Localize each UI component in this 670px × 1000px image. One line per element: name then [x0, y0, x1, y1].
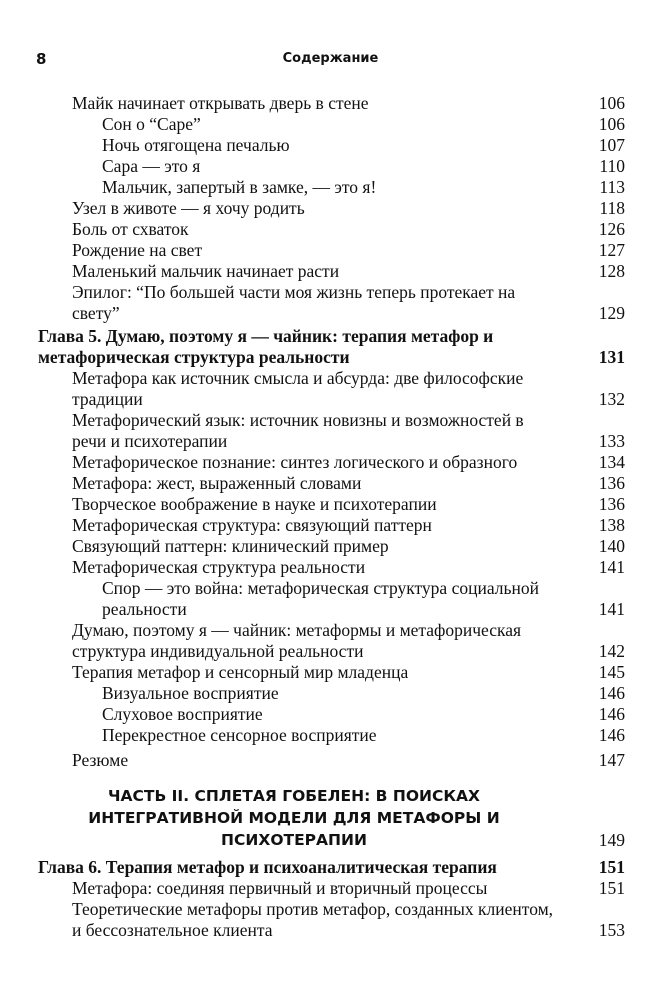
toc-entry-page: 136	[598, 494, 625, 514]
toc-entry-title: Маленький мальчик начинает расти	[72, 261, 340, 281]
toc-entry	[0, 114, 670, 135]
toc-entry	[0, 494, 670, 515]
toc-entry-title: Майк начинает открывать дверь в стене	[72, 93, 369, 113]
toc-entry	[0, 452, 670, 473]
toc-entry-title: Метафорическая структура реальности	[72, 557, 366, 577]
toc-entry-title: Спор — это война: метафорическая структура социальной реальности	[102, 578, 539, 619]
toc-entry-title: Перекрестное сенсорное восприятие	[102, 725, 377, 745]
toc-chapter-page: 151	[598, 857, 625, 877]
toc-entry-title: Метафора как источник смысла и абсурда: две философские традиции	[72, 368, 524, 409]
toc-chapter	[0, 857, 670, 878]
table-of-contents	[0, 93, 670, 941]
toc-entry	[0, 156, 670, 177]
toc-entry-page: 133	[598, 431, 625, 451]
toc-entry-page: 129	[598, 303, 625, 323]
toc-entry	[0, 219, 670, 240]
toc-entry-page: 140	[598, 536, 625, 556]
toc-entry-page: 127	[598, 240, 625, 260]
toc-entry-page: 132	[598, 389, 625, 409]
toc-entry-title: Теоретические метафоры против метафор, созданных клиентом, и бессознательное клиента	[72, 899, 554, 940]
toc-part-heading	[0, 785, 670, 851]
toc-entry-page: 113	[599, 177, 625, 197]
toc-entry-title: Эпилог: “По большей части моя жизнь теперь протекает на свету”	[72, 282, 516, 323]
toc-entry	[0, 368, 670, 410]
toc-entry-page: 106	[598, 114, 625, 134]
toc-entry-title: Связующий паттерн: клинический пример	[72, 536, 389, 556]
toc-entry	[0, 410, 670, 452]
toc-entry-title: Визуальное восприятие	[102, 683, 279, 703]
toc-entry-page: 107	[598, 135, 625, 155]
toc-entry-page: 145	[598, 662, 625, 682]
toc-entry-title: Ночь отягощена печалью	[102, 135, 290, 155]
toc-entry-title: Метафорический язык: источник новизны и возможностей в речи и психотерапии	[72, 410, 524, 451]
toc-entry-title: Метафора: соединяя первичный и вторичный процессы	[72, 878, 488, 898]
toc-entry	[0, 704, 670, 725]
toc-entry	[0, 662, 670, 683]
toc-entry-page: 138	[598, 515, 625, 535]
toc-entry-title: Мальчик, запертый в замке, — это я!	[102, 177, 377, 197]
toc-entry-title: Сара — это я	[102, 156, 201, 176]
toc-part-title: ЧАСТЬ II. СПЛЕТАЯ ГОБЕЛЕН: В ПОИСКАХ ИНТЕГРАТИВНОЙ МОДЕЛИ ДЛЯ МЕТАФОРЫ И ПСИХОТЕРАПИИ	[88, 787, 500, 849]
toc-entry	[0, 578, 670, 620]
running-title: Содержание	[282, 51, 379, 66]
toc-entry-page: 146	[598, 683, 625, 703]
toc-entry-title: Резюме	[72, 750, 129, 770]
toc-entry-page: 106	[598, 93, 625, 113]
toc-entry-page: 141	[598, 599, 625, 619]
toc-entry	[0, 620, 670, 662]
toc-entry-page: 136	[598, 473, 625, 493]
toc-entry	[0, 177, 670, 198]
toc-part-page: 149	[598, 830, 625, 850]
toc-entry-page: 147	[598, 750, 625, 770]
toc-entry-page: 118	[599, 198, 625, 218]
toc-entry-page: 142	[598, 641, 625, 661]
page-number: 8	[36, 50, 47, 68]
toc-entry	[0, 515, 670, 536]
toc-entry-title: Терапия метафор и сенсорный мир младенца	[72, 662, 409, 682]
toc-entry	[0, 725, 670, 746]
toc-entry-page: 134	[598, 452, 625, 472]
toc-entry-page: 141	[598, 557, 625, 577]
toc-entry-page: 146	[598, 725, 625, 745]
page-header	[36, 50, 625, 74]
toc-entry-page: 126	[598, 219, 625, 239]
toc-entry	[0, 878, 670, 899]
toc-entry-page: 146	[598, 704, 625, 724]
toc-entry	[0, 683, 670, 704]
toc-entry-title: Творческое воображение в науке и психотерапии	[72, 494, 437, 514]
toc-chapter-page: 131	[598, 347, 625, 367]
toc-entry-title: Боль от схваток	[72, 219, 189, 239]
toc-entry-title: Сон о “Саре”	[102, 114, 201, 134]
toc-entry-page: 151	[598, 878, 625, 898]
toc-entry-title: Метафорическая структура: связующий паттерн	[72, 515, 432, 535]
toc-entry-page: 110	[599, 156, 625, 176]
toc-entry	[0, 198, 670, 219]
toc-entry-title: Слуховое восприятие	[102, 704, 263, 724]
toc-entry-page: 153	[598, 920, 625, 940]
toc-entry-title: Метафора: жест, выраженный словами	[72, 473, 362, 493]
toc-entry	[0, 750, 670, 771]
toc-entry-page: 128	[598, 261, 625, 281]
toc-entry	[0, 261, 670, 282]
toc-entry	[0, 473, 670, 494]
toc-chapter	[0, 326, 670, 368]
toc-entry-title: Рождение на свет	[72, 240, 203, 260]
toc-entry-title: Метафорическое познание: синтез логического и образного	[72, 452, 518, 472]
toc-entry	[0, 93, 670, 114]
toc-entry-title: Думаю, поэтому я — чайник: метаформы и метафорическая структура индивидуальной реальности	[72, 620, 522, 661]
toc-chapter-title: Глава 5. Думаю, поэтому я — чайник: терапия метафор и метафорическая структура реальности	[38, 326, 494, 367]
toc-entry	[0, 135, 670, 156]
toc-entry-title: Узел в животе — я хочу родить	[72, 198, 305, 218]
toc-chapter-title: Глава 6. Терапия метафор и психоаналитическая терапия	[38, 857, 497, 877]
toc-entry	[0, 536, 670, 557]
toc-entry	[0, 899, 670, 941]
toc-entry	[0, 557, 670, 578]
toc-entry	[0, 282, 670, 324]
toc-entry	[0, 240, 670, 261]
